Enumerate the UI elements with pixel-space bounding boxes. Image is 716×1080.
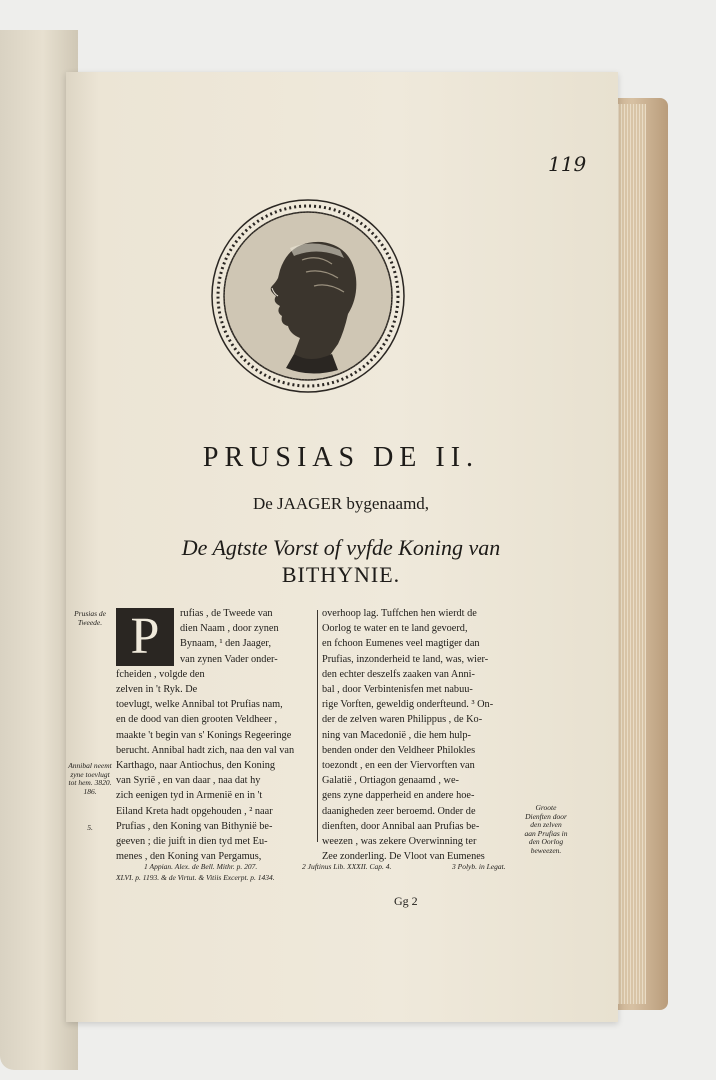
- text-line: berucht. Annibal hadt zich, naa den val van: [116, 744, 295, 756]
- text-line: gens zyne dapperheid en andere hoe-: [322, 790, 475, 802]
- text-line: Oorlog te water en te land gevoerd,: [322, 623, 468, 635]
- text-line: van Syrië , en van daar , naa dat hy: [116, 775, 261, 787]
- column-divider: [317, 610, 318, 842]
- side-note-groote: Groote Dienften door den zelven aan Prufias in den Oorlog beweezen.: [524, 803, 568, 855]
- text-line: dien Naam , door zynen: [180, 623, 279, 635]
- side-note-prusias: Prusias de Tweede.: [74, 609, 106, 627]
- text-line: maakte 't begin van s' Konings Regeeringe: [116, 729, 292, 741]
- text-line: benden onder den Veldheer Philokles: [322, 744, 476, 756]
- text-column-right: [322, 606, 518, 864]
- text-line: Galatië , Ortiagon genaamd , we-: [322, 775, 459, 787]
- text-column-left: [116, 606, 312, 864]
- text-line: Prufias, inzonderheid te land, was, wier-: [322, 653, 489, 665]
- text-line: rufias , de Tweede van: [180, 608, 273, 619]
- footnote-1: 1 Appian. Alex. de Bell. Mithr. p. 207.: [144, 862, 258, 871]
- text-line: Bynaam, ¹ den Jaager,: [180, 638, 272, 650]
- drop-cap-letter: P: [130, 608, 160, 665]
- text-line: en de dood van dien grooten Veldheer ,: [116, 714, 278, 726]
- text-line: zich eenigen tyd in Armenië en in 't: [116, 790, 263, 802]
- page-heading-line1: De Agtste Vorst of vyfde Koning van: [181, 535, 501, 560]
- text-line: daanigheden zeer beroemd. Onder de: [322, 805, 476, 817]
- page-subtitle: De JAAGER bygenaamd,: [252, 494, 430, 513]
- drop-cap: [116, 608, 174, 666]
- text-line: overhoop lag. Tuffchen hen wierdt de: [322, 608, 477, 619]
- text-line: toevlugt, welke Annibal tot Prufias nam,: [116, 699, 283, 711]
- side-note-annibal: Annibal neemt zyne toevlugt tot hem. 3820. 186.: [68, 761, 112, 796]
- footnote-3: 3 Polyb. in Legat.: [452, 862, 506, 871]
- text-line: Zee zonderling. De Vloot van Eumenes: [322, 851, 485, 863]
- footnote-2: 2 Juftinus Lib. XXXII. Cap. 4.: [302, 862, 392, 871]
- text-line: den echter deszelfs zaaken van Anni-: [322, 668, 475, 680]
- text-line: weezen , was zekere Overwinning ter: [322, 836, 477, 848]
- text-line: rige Vorften, geweldig onderfteund. ³ On-: [322, 699, 494, 711]
- text-line: zelven in 't Ryk. De: [116, 684, 198, 696]
- text-line: geeven ; die juift in dien tyd met Eu-: [116, 836, 268, 848]
- text-line: van zynen Vader onder-: [180, 653, 278, 665]
- text-line: menes , den Koning van Pergamus,: [116, 851, 262, 863]
- signature-mark: Gg 2: [394, 894, 418, 908]
- text-line: fcheiden , volgde den: [116, 668, 205, 680]
- text-line: en fchoon Eumenes veel magtiger dan: [322, 638, 480, 650]
- text-line: Karthago, naar Antiochus, den Koning: [116, 760, 275, 772]
- text-line: bal , door Verbintenisfen met nabuu-: [322, 684, 473, 696]
- text-line: toezondt , en een der Viervorften van: [322, 760, 475, 772]
- side-note-annibal-page: 5.: [87, 823, 93, 832]
- text-line: ning van Macedonië , die hem hulp-: [322, 729, 471, 741]
- page-heading-line2: BITHYNIE.: [281, 562, 401, 587]
- footnote-continuation: XLVI. p. 1193. & de Virtut. & Vitiis Excerpt. p. 1434.: [116, 873, 275, 882]
- text-line: Prufias , den Koning van Bithynië be-: [116, 820, 273, 832]
- page-number: 119: [548, 152, 587, 176]
- page-title: PRUSIAS DE II.: [202, 442, 480, 473]
- text-line: Eiland Kreta hadt opgehouden , ² naar: [116, 805, 273, 817]
- book-page: [66, 72, 618, 1022]
- text-line: dienften, door Annibal aan Prufias be-: [322, 820, 480, 832]
- text-line: der de zelven waren Philippus , de Ko-: [322, 714, 483, 726]
- portrait-medallion: [210, 198, 406, 394]
